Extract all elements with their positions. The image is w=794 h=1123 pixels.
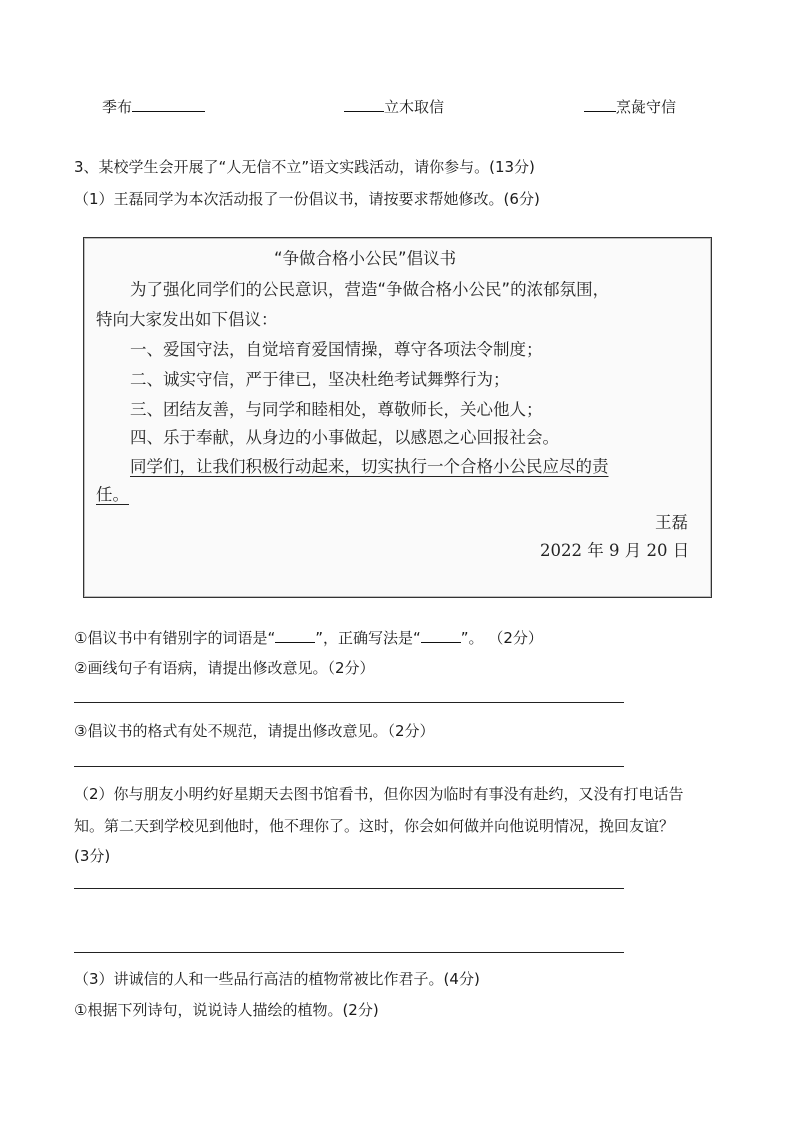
idiom-item-2 <box>344 95 444 117</box>
proposal-date: 2022 年 9 月 20 日 <box>540 541 690 560</box>
idiom-3-blank[interactable] <box>584 95 616 112</box>
proposal-item-2: 二、诚实守信，严于律已，坚决杜绝考试舞弊行为； <box>130 370 510 389</box>
proposal-item-3: 三、团结友善，与同学和睦相处，尊敬师长，关心他人； <box>130 400 543 419</box>
idiom-2-blank[interactable] <box>344 95 384 112</box>
question-3-sub3-item-1: ①根据下列诗句，说说诗人描绘的植物。(2分) <box>74 1001 379 1019</box>
q1-item-1-text-c: ”。 （2分） <box>460 629 543 647</box>
answer-line-q1-3[interactable] <box>74 766 624 767</box>
q1-item-1-text-a: ①倡议书中有错别字的词语是“ <box>74 629 276 647</box>
idiom-2-text: 立木取信 <box>384 98 445 116</box>
question-3-sub1: （1）王磊同学为本次活动报了一份倡议书，请按要求帮她修改。(6分) <box>74 190 540 208</box>
answer-line-q1-2[interactable] <box>74 702 624 703</box>
proposal-box <box>83 237 712 598</box>
question-3-sub2-line-2: 知。第二天到学校见到他时，他不理你了。这时，你会如何做并向他说明情况，挽回友谊？ <box>74 817 675 835</box>
proposal-title: “争做合格小公民”倡议书 <box>274 249 457 268</box>
idiom-item-3 <box>584 95 676 117</box>
question-3-sub2-line-1: （2）你与朋友小明约好星期天去图书馆看书，但你因为临时有事没有赴约，又没有打电话告 <box>74 785 684 803</box>
question-3-sub2-line-3: (3分) <box>74 847 111 865</box>
q1-item-1 <box>74 626 543 648</box>
proposal-closing-line-2: 任。 <box>96 485 129 504</box>
correct-word-blank[interactable] <box>421 626 461 643</box>
idiom-3-text: 烹彘守信 <box>616 98 677 116</box>
idiom-item-1 <box>102 95 205 117</box>
answer-line-q2-1[interactable] <box>74 888 624 889</box>
question-3-sub3: （3）讲诚信的人和一些品行高洁的植物常被比作君子。(4分) <box>74 970 480 988</box>
question-3-heading: 3、某校学生会开展了“人无信不立”语文实践活动，请你参与。(13分) <box>74 158 535 176</box>
q1-item-3: ③倡议书的格式有处不规范，请提出修改意见。（2分） <box>74 722 435 740</box>
q1-item-2: ②画线句子有语病，请提出修改意见。（2分） <box>74 659 375 677</box>
proposal-item-1: 一、爱国守法，自觉培育爱国情操，尊守各项法令制度； <box>130 340 543 359</box>
proposal-intro-line-2: 特向大家发出如下倡议： <box>96 310 278 329</box>
idiom-1-text: 季布 <box>102 98 133 116</box>
proposal-item-4: 四、乐于奉献，从身边的小事做起，以感恩之心回报社会。 <box>130 428 559 447</box>
proposal-closing-line-1: 同学们，让我们积极行动起来，切实执行一个合格小公民应尽的责 <box>130 457 609 476</box>
answer-line-q2-2[interactable] <box>74 952 624 953</box>
idiom-1-blank[interactable] <box>132 95 205 112</box>
proposal-signer: 王磊 <box>655 513 688 532</box>
q1-item-1-text-b: ”，正确写法是“ <box>315 629 421 647</box>
proposal-intro-line-1: 为了强化同学们的公民意识，营造“争做合格小公民”的浓郁氛围， <box>130 280 610 299</box>
wrong-word-blank[interactable] <box>275 626 315 643</box>
